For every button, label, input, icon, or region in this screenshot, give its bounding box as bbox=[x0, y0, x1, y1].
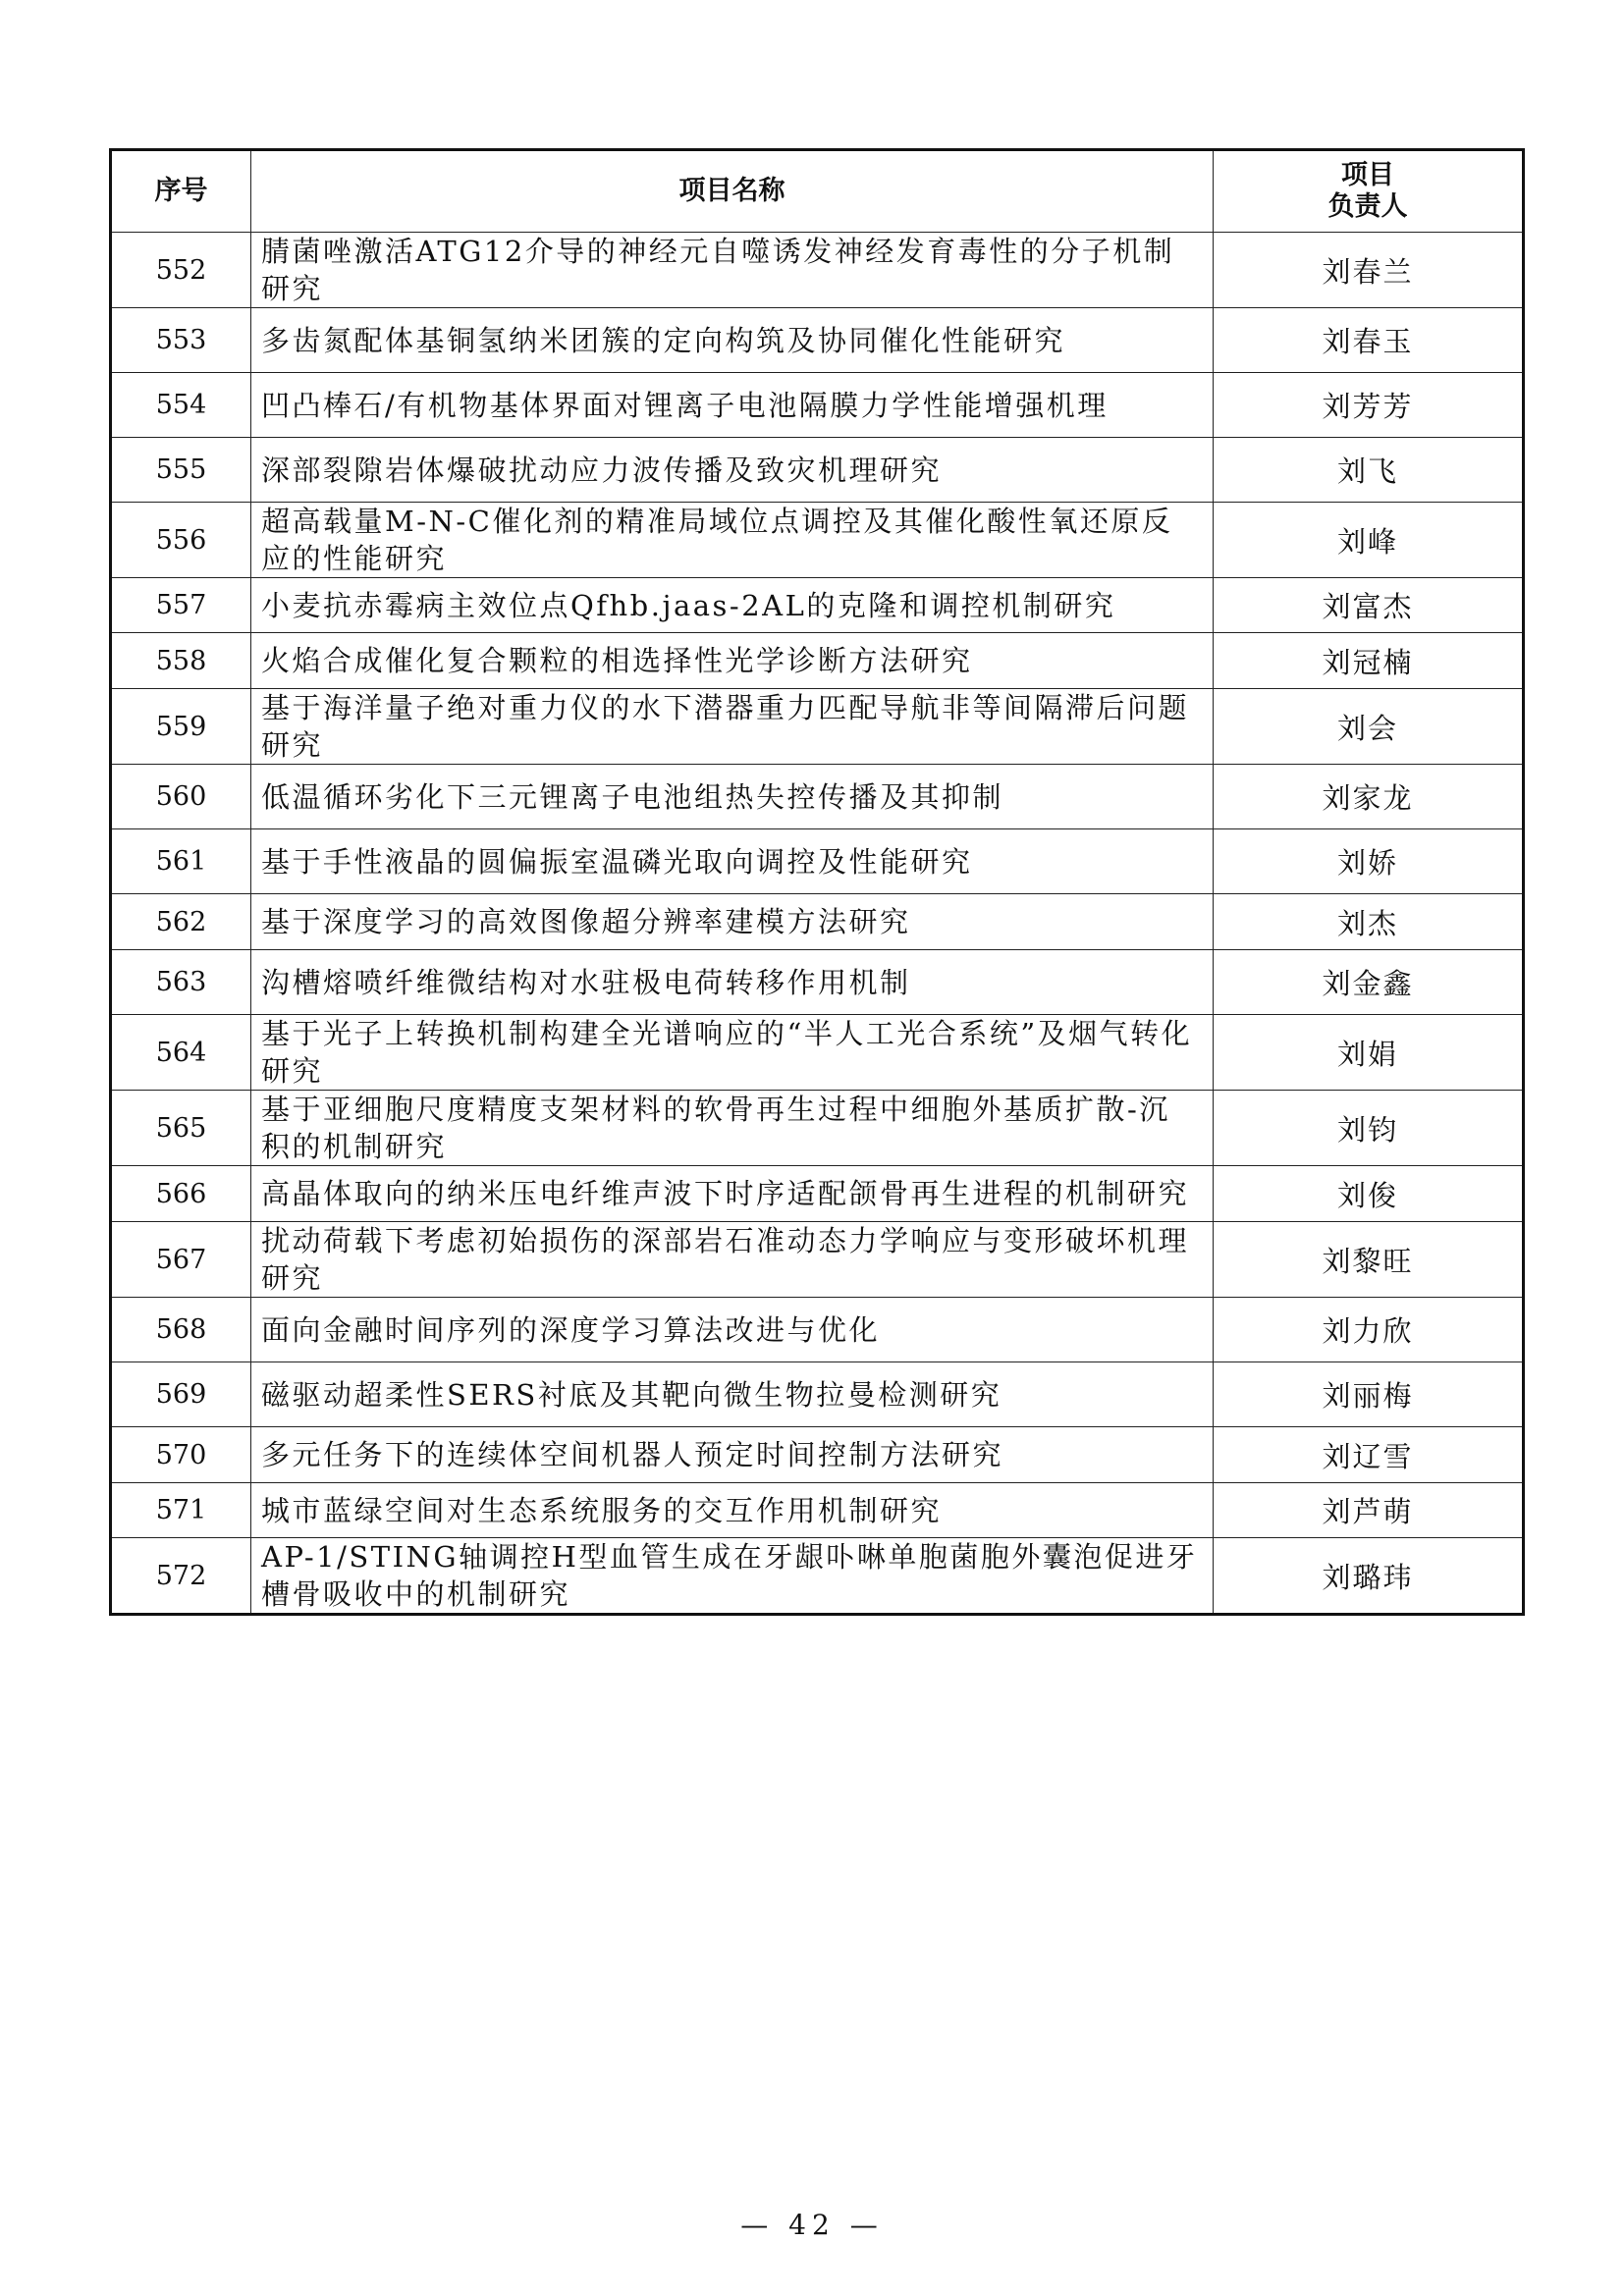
row-project-lead: 刘黎旺 bbox=[1214, 1222, 1524, 1298]
row-project-name: 基于手性液晶的圆偏振室温磷光取向调控及性能研究 bbox=[251, 829, 1214, 894]
row-project-lead: 刘钧 bbox=[1214, 1091, 1524, 1166]
row-index: 562 bbox=[111, 894, 251, 950]
header-project-lead bbox=[1214, 150, 1524, 233]
row-project-lead: 刘丽梅 bbox=[1214, 1362, 1524, 1427]
row-project-name: 面向金融时间序列的深度学习算法改进与优化 bbox=[251, 1298, 1214, 1362]
table-row bbox=[111, 503, 1524, 578]
row-index: 557 bbox=[111, 578, 251, 633]
table-row bbox=[111, 1166, 1524, 1222]
table-row bbox=[111, 308, 1524, 373]
row-index: 565 bbox=[111, 1091, 251, 1166]
table-row bbox=[111, 689, 1524, 765]
row-project-lead: 刘家龙 bbox=[1214, 765, 1524, 829]
table-row bbox=[111, 950, 1524, 1015]
row-project-name: 扰动荷载下考虑初始损伤的深部岩石准动态力学响应与变形破坏机理研究 bbox=[251, 1222, 1214, 1298]
row-project-lead: 刘富杰 bbox=[1214, 578, 1524, 633]
row-project-name: 火焰合成催化复合颗粒的相选择性光学诊断方法研究 bbox=[251, 633, 1214, 689]
row-index: 560 bbox=[111, 765, 251, 829]
table-row bbox=[111, 438, 1524, 503]
row-index: 568 bbox=[111, 1298, 251, 1362]
row-project-name: 基于光子上转换机制构建全光谱响应的“半人工光合系统”及烟气转化研究 bbox=[251, 1015, 1214, 1091]
row-index: 558 bbox=[111, 633, 251, 689]
row-project-lead: 刘芳芳 bbox=[1214, 373, 1524, 438]
row-project-lead: 刘春兰 bbox=[1214, 233, 1524, 308]
header-index: 序号 bbox=[111, 150, 251, 233]
row-project-lead: 刘力欣 bbox=[1214, 1298, 1524, 1362]
row-project-lead: 刘峰 bbox=[1214, 503, 1524, 578]
row-index: 566 bbox=[111, 1166, 251, 1222]
row-index: 567 bbox=[111, 1222, 251, 1298]
row-index: 564 bbox=[111, 1015, 251, 1091]
row-project-lead: 刘娟 bbox=[1214, 1015, 1524, 1091]
row-project-lead: 刘春玉 bbox=[1214, 308, 1524, 373]
row-project-name: 基于亚细胞尺度精度支架材料的软骨再生过程中细胞外基质扩散-沉积的机制研究 bbox=[251, 1091, 1214, 1166]
row-project-lead: 刘芦萌 bbox=[1214, 1483, 1524, 1538]
table-row bbox=[111, 1538, 1524, 1615]
row-project-name: 沟槽熔喷纤维微结构对水驻极电荷转移作用机制 bbox=[251, 950, 1214, 1015]
row-project-name: 高晶体取向的纳米压电纤维声波下时序适配颌骨再生进程的机制研究 bbox=[251, 1166, 1214, 1222]
header-project-lead-line2: 负责人 bbox=[1327, 191, 1408, 222]
row-project-name: 多齿氮配体基铜氢纳米团簇的定向构筑及协同催化性能研究 bbox=[251, 308, 1214, 373]
row-index: 556 bbox=[111, 503, 251, 578]
row-project-lead: 刘飞 bbox=[1214, 438, 1524, 503]
header-project-lead-line1: 项目 bbox=[1341, 160, 1394, 190]
row-project-lead: 刘辽雪 bbox=[1214, 1427, 1524, 1483]
row-project-lead: 刘俊 bbox=[1214, 1166, 1524, 1222]
row-index: 570 bbox=[111, 1427, 251, 1483]
row-project-name: 超高载量M-N-C催化剂的精准局域位点调控及其催化酸性氧还原反应的性能研究 bbox=[251, 503, 1214, 578]
row-project-lead: 刘杰 bbox=[1214, 894, 1524, 950]
table-row bbox=[111, 829, 1524, 894]
project-table bbox=[109, 148, 1525, 1616]
row-index: 569 bbox=[111, 1362, 251, 1427]
row-project-name: 基于深度学习的高效图像超分辨率建模方法研究 bbox=[251, 894, 1214, 950]
table-row bbox=[111, 1362, 1524, 1427]
table-row bbox=[111, 1091, 1524, 1166]
page-number: — 42 — bbox=[740, 2209, 884, 2241]
table-row bbox=[111, 894, 1524, 950]
row-project-name: 低温循环劣化下三元锂离子电池组热失控传播及其抑制 bbox=[251, 765, 1214, 829]
table-row bbox=[111, 1298, 1524, 1362]
row-project-lead: 刘冠楠 bbox=[1214, 633, 1524, 689]
table-row bbox=[111, 1015, 1524, 1091]
row-project-name: 基于海洋量子绝对重力仪的水下潜器重力匹配导航非等间隔滞后问题研究 bbox=[251, 689, 1214, 765]
table-header-row bbox=[111, 150, 1524, 233]
row-project-lead: 刘娇 bbox=[1214, 829, 1524, 894]
row-index: 572 bbox=[111, 1538, 251, 1615]
row-index: 553 bbox=[111, 308, 251, 373]
table-row bbox=[111, 373, 1524, 438]
row-index: 559 bbox=[111, 689, 251, 765]
table-row bbox=[111, 1483, 1524, 1538]
row-project-name: 腈菌唑激活ATG12介导的神经元自噬诱发神经发育毒性的分子机制研究 bbox=[251, 233, 1214, 308]
table-row bbox=[111, 233, 1524, 308]
table-row bbox=[111, 1222, 1524, 1298]
header-project-name: 项目名称 bbox=[251, 150, 1214, 233]
row-project-lead: 刘金鑫 bbox=[1214, 950, 1524, 1015]
table-row bbox=[111, 1427, 1524, 1483]
row-index: 561 bbox=[111, 829, 251, 894]
row-project-lead: 刘璐玮 bbox=[1214, 1538, 1524, 1615]
row-project-name: 磁驱动超柔性SERS衬底及其靶向微生物拉曼检测研究 bbox=[251, 1362, 1214, 1427]
row-project-name: 凹凸棒石/有机物基体界面对锂离子电池隔膜力学性能增强机理 bbox=[251, 373, 1214, 438]
row-index: 571 bbox=[111, 1483, 251, 1538]
row-index: 563 bbox=[111, 950, 251, 1015]
row-index: 554 bbox=[111, 373, 251, 438]
row-project-name: 多元任务下的连续体空间机器人预定时间控制方法研究 bbox=[251, 1427, 1214, 1483]
row-project-name: 城市蓝绿空间对生态系统服务的交互作用机制研究 bbox=[251, 1483, 1214, 1538]
row-project-name: 深部裂隙岩体爆破扰动应力波传播及致灾机理研究 bbox=[251, 438, 1214, 503]
table-row bbox=[111, 765, 1524, 829]
row-project-name: 小麦抗赤霉病主效位点Qfhb.jaas-2AL的克隆和调控机制研究 bbox=[251, 578, 1214, 633]
row-project-lead: 刘会 bbox=[1214, 689, 1524, 765]
row-index: 552 bbox=[111, 233, 251, 308]
table-row bbox=[111, 633, 1524, 689]
table-row bbox=[111, 578, 1524, 633]
row-project-name: AP-1/STING轴调控H型血管生成在牙龈卟啉单胞菌胞外囊泡促进牙槽骨吸收中的机制研究 bbox=[251, 1538, 1214, 1615]
row-index: 555 bbox=[111, 438, 251, 503]
